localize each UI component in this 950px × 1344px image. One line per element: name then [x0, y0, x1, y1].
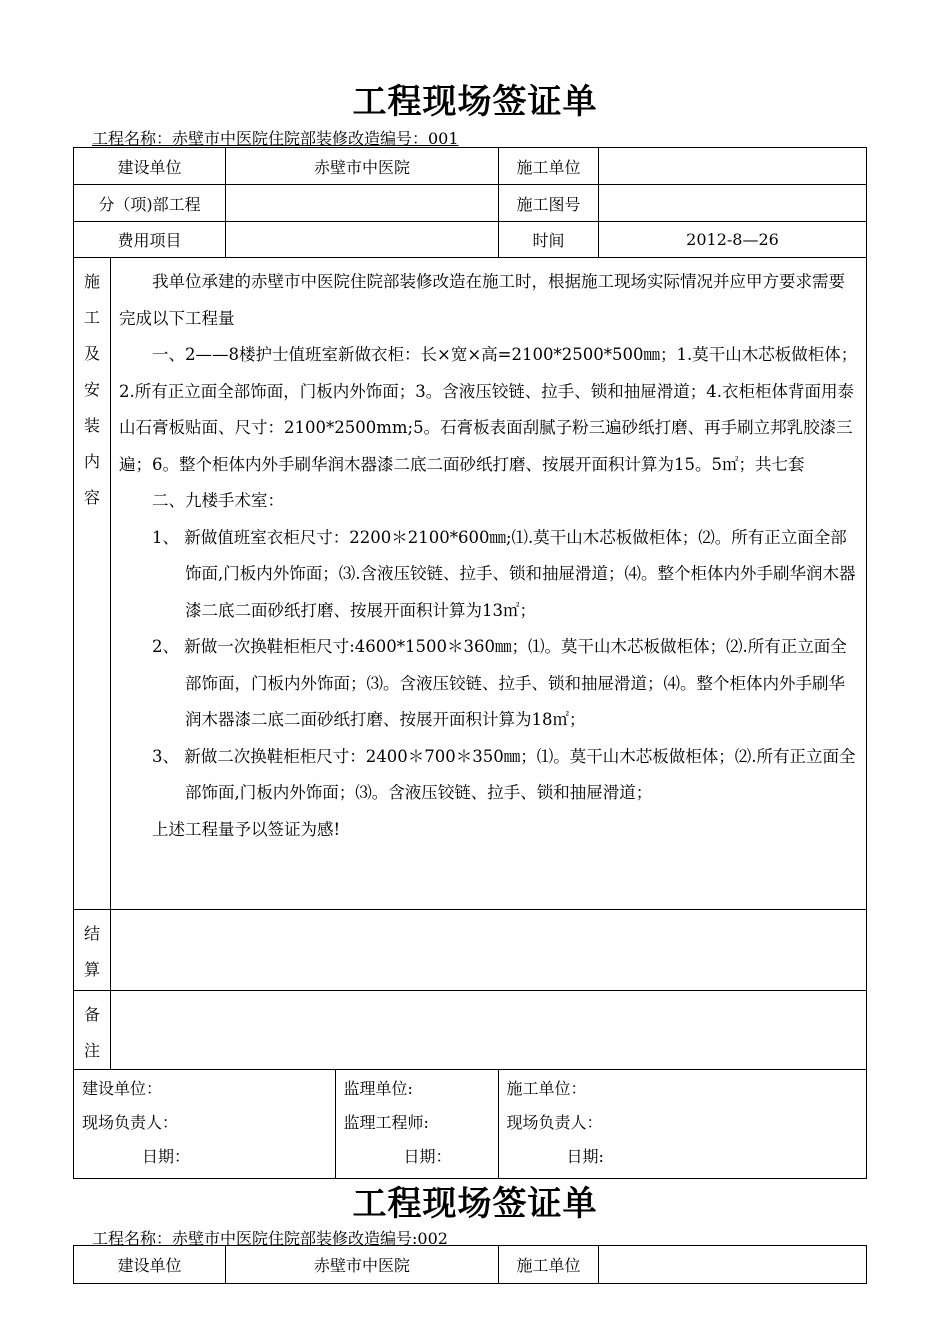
contractor-label: 施工单位 [499, 148, 599, 185]
content-label: 施 工 及 安 装 内 容 [74, 258, 111, 910]
form2-contractor-label: 施工单位 [499, 1246, 599, 1284]
settlement-value [111, 910, 867, 991]
content-section-1: 一、2——8楼护士值班室新做衣柜：长×宽×高=2100*2500*500㎜；1.莫干山木芯板做柜体；2.所有正立面全部饰面，门板内外饰面；3。含液压铰链、拉手、锁和抽屉滑道；4.衣柜柜体背面用泰山石膏板贴面、尺寸：2100*2500mm;5。石膏板表面刮腻子粉三遍砂纸打磨、再手刷立邦乳胶漆三遍；6。整个柜体内外手刷华润木器漆二底二面砂纸打磨、按展开面积计算为15。5㎡；共七套 [119, 345, 858, 474]
builder-label: 建设单位 [74, 148, 226, 185]
form2-project-line: 工程名称：赤壁市中医院住院部装修改造编号:002 [92, 1229, 448, 1248]
drawing-no-label: 施工图号 [499, 185, 599, 222]
settlement-label: 结 算 [74, 910, 111, 991]
drawing-no-value [599, 185, 867, 222]
signature-contractor: 施工单位： 现场负责人： 日期: [499, 1070, 867, 1179]
content-section-2: 二、九楼手术室： [152, 491, 284, 510]
form1-table [73, 147, 867, 1179]
time-label: 时间 [499, 222, 599, 258]
form1-project-line: 工程名称：赤壁市中医院住院部装修改造编号：001 [92, 129, 459, 148]
form2-builder-value: 赤壁市中医院 [226, 1246, 499, 1284]
cost-item-value [226, 222, 499, 258]
form2-builder-label: 建设单位 [74, 1246, 226, 1284]
form2-table [73, 1245, 867, 1284]
remarks-label: 备 注 [74, 991, 111, 1070]
cost-item-label: 费用项目 [74, 222, 226, 258]
content-body [111, 258, 867, 910]
form1-title: 工程现场签证单 [352, 82, 598, 122]
signature-builder: 建设单位： 现场负责人： 日期： [74, 1070, 335, 1178]
form2-contractor-value [599, 1246, 867, 1284]
sub-project-label: 分（项)部工程 [74, 185, 226, 222]
builder-value: 赤壁市中医院 [226, 148, 499, 185]
content-closing: 上述工程量予以签证为感! [152, 819, 341, 839]
remarks-value [111, 991, 867, 1070]
content-item-3: 3、 新做二次换鞋柜柜尺寸：2400＊700＊350㎜；⑴。莫干山木芯板做柜体；⑵.所有正立面全部饰面,门板内外饰面；⑶。含液压铰链、拉手、锁和抽屉滑道； [152, 746, 856, 802]
signature-row [74, 1070, 499, 1179]
signature-supervisor: 监理单位: 监理工程师: 日期： [335, 1070, 498, 1178]
sub-project-value [226, 185, 499, 222]
form2-title: 工程现场签证单 [352, 1184, 598, 1224]
contractor-value [599, 148, 867, 185]
content-item-2: 2、 新做一次换鞋柜柜尺寸:4600*1500＊360㎜；⑴。莫干山木芯板做柜体；⑵.所有正立面全部饰面，门板内外饰面；⑶。含液压铰链、拉手、锁和抽屉滑道；⑷。整个柜体内外手刷华润木器漆二底二面砂纸打磨、按展开面积计算为18㎡； [152, 637, 847, 729]
time-value: 2012-8—26 [599, 222, 867, 258]
content-intro: 我单位承建的赤壁市中医院住院部装修改造在施工时，根据施工现场实际情况并应甲方要求需要完成以下工程量 [119, 272, 845, 328]
content-item-1: 1、 新做值班室衣柜尺寸：2200＊2100*600㎜;⑴.莫干山木芯板做柜体；⑵。所有正立面全部饰面,门板内外饰面；⑶.含液压铰链、拉手、锁和抽屉滑道；⑷。整个柜体内外手刷华润木器漆二底二面砂纸打磨、按展开面积计算为13㎡； [152, 527, 856, 620]
